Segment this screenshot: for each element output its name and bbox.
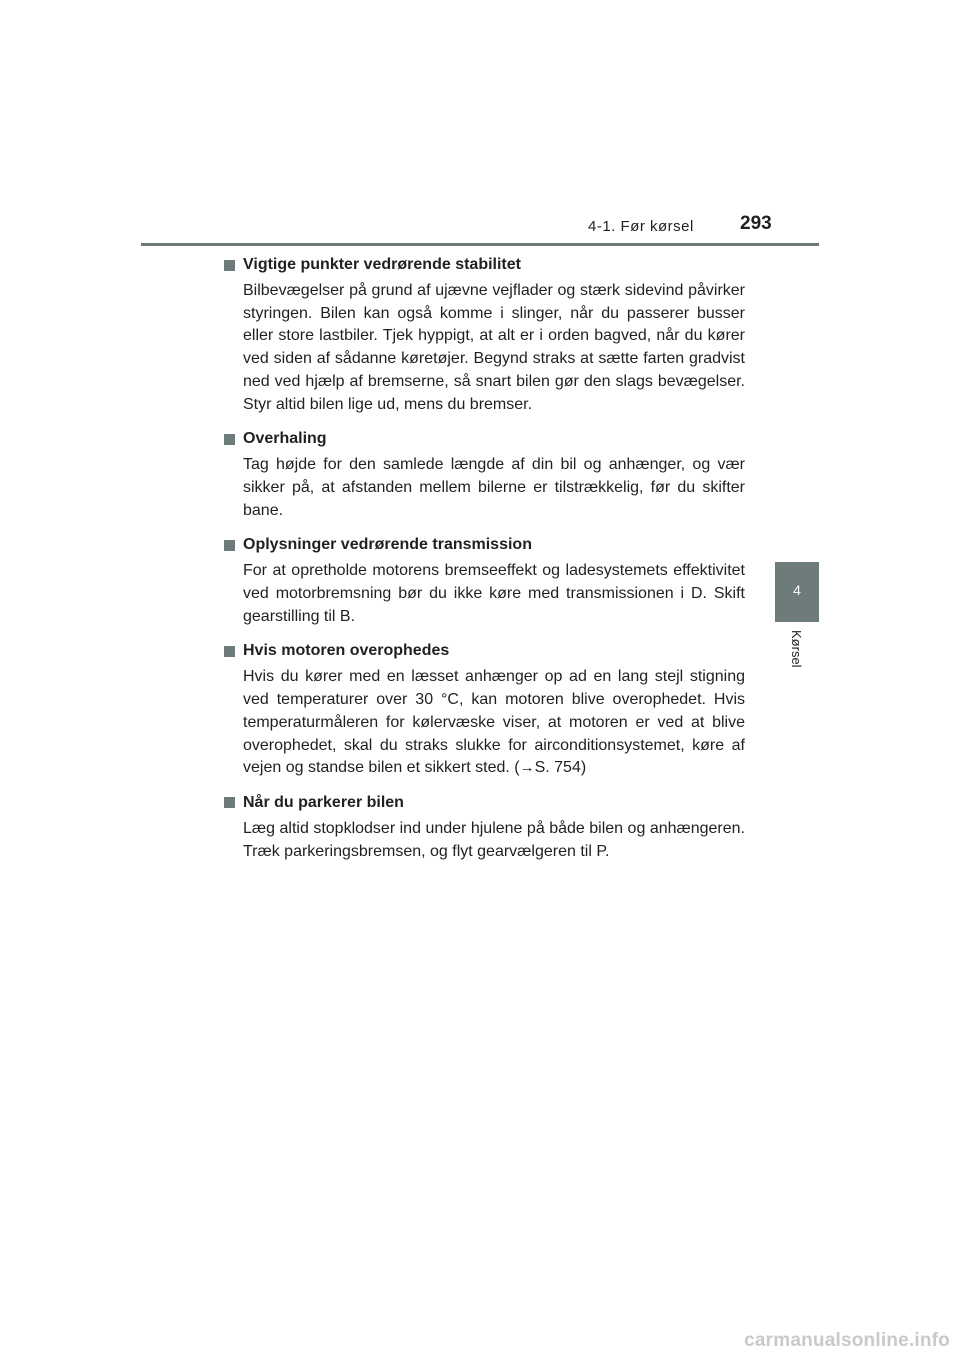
- section-heading: [224, 792, 745, 814]
- square-bullet-icon: [224, 646, 235, 657]
- main-content: [224, 254, 745, 875]
- section-paragraph: [243, 666, 745, 780]
- section-heading: [224, 428, 745, 450]
- heading-text: Vigtige punkter vedrørende stabilitet: [243, 256, 521, 273]
- section-heading: [224, 254, 745, 276]
- square-bullet-icon: [224, 540, 235, 551]
- section-paragraph: Tag højde for den samlede længde af din bil og anhænger, og vær sikker på, at afstanden mellem bilerne er tilstrækkelig, før du skifter bane.: [243, 456, 745, 519]
- chapter-label: Kørsel: [789, 630, 804, 668]
- heading-text: Når du parkerer bilen: [243, 793, 404, 811]
- heading-text: Hvis motoren overophedes: [243, 642, 450, 660]
- section-parkering: [224, 792, 745, 863]
- section-transmission: [224, 534, 745, 628]
- square-bullet-icon: [224, 797, 235, 808]
- page-reference-link[interactable]: S. 754): [534, 759, 587, 777]
- section-stabilitet: [224, 254, 745, 416]
- section-paragraph: Bilbevægelser på grund af ujævne vejflader og stærk sidevind påvirker styringen. Bilen kan også komme i slinger, når du passerer busser eller store lastbiler. Tjek hyppigt, at alt er i orden bagved, når du kører ved siden af sådanne køretøjer. Begynd straks at sætte farten gradvist ned ved hjælp af bremserne, så snart bilen gør den slags bevægelser. Styr altid bilen lige ud, mens du bremser.: [243, 282, 745, 413]
- section-paragraph: For at opretholde motorens bremseeffekt og ladesystemets effektivitet ved motorbremsning bør du ikke køre med transmissionen i D. Skift gearstilling til B.: [243, 562, 745, 625]
- square-bullet-icon: [224, 260, 235, 271]
- section-overhaling: [224, 428, 745, 522]
- chapter-tab: [775, 562, 819, 622]
- page-number: 293: [740, 213, 772, 234]
- section-paragraph: Læg altid stopklodser ind under hjulene på både bilen og anhængeren. Træk parkeringsbremsen, og flyt gearvælgeren til P.: [243, 819, 745, 860]
- heading-text: Overhaling: [243, 430, 327, 448]
- section-label: 4-1. Før kørsel: [588, 218, 694, 235]
- header-rule: [141, 243, 819, 246]
- page-header: [0, 0, 960, 250]
- heading-text: Oplysninger vedrørende transmission: [243, 536, 532, 554]
- section-heading: [224, 534, 745, 556]
- arrow-right-icon: →: [519, 759, 535, 777]
- chapter-number: 4: [793, 582, 801, 598]
- section-heading: [224, 640, 745, 662]
- watermark: carmanualsonline.info: [744, 1330, 950, 1351]
- section-overophedes: [224, 640, 745, 780]
- paragraph-text: Hvis du kører med en læsset anhænger op ad en lang stejl stigning ved temperaturer over 30 °C, kan motoren blive overophedet. Hvis temperaturmåleren for kølervæske viser, at motoren er ved at blive overophedet, skal du straks slukke for airconditionsystemet, køre af vejen og standse bilen et sikkert sted. (: [243, 668, 745, 777]
- square-bullet-icon: [224, 434, 235, 445]
